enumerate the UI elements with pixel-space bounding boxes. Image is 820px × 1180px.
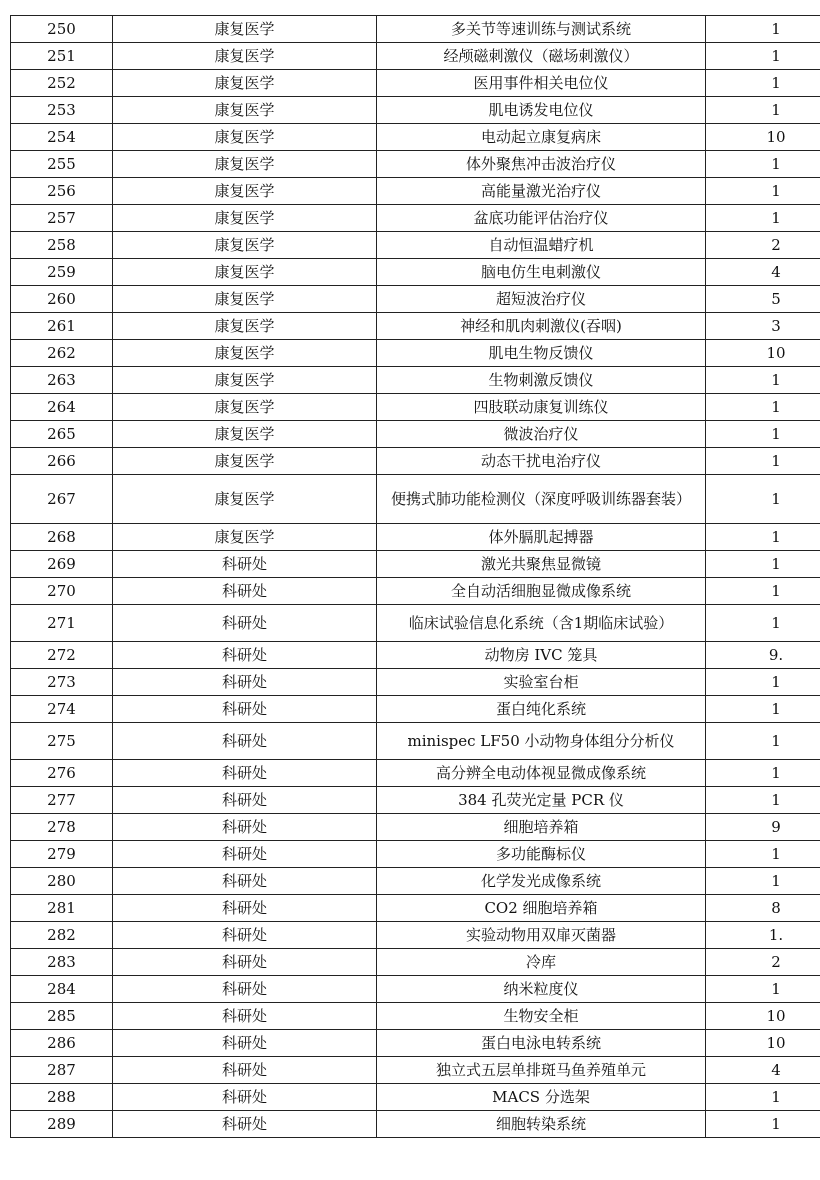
cell-number: 288: [11, 1084, 113, 1111]
cell-number: 271: [11, 605, 113, 642]
cell-number: 284: [11, 976, 113, 1003]
cell-number: 274: [11, 696, 113, 723]
cell-department: 科研处: [113, 949, 377, 976]
cell-number: 258: [11, 232, 113, 259]
cell-department: 康复医学: [113, 178, 377, 205]
cell-quantity: 10: [706, 340, 820, 367]
cell-quantity: 1: [706, 841, 820, 868]
cell-quantity: 1: [706, 1084, 820, 1111]
cell-quantity: 1: [706, 151, 820, 178]
cell-quantity: 1: [706, 475, 820, 524]
cell-department: 康复医学: [113, 313, 377, 340]
cell-number: 256: [11, 178, 113, 205]
cell-quantity: 1: [706, 448, 820, 475]
table-row: [11, 1030, 820, 1057]
table-row: [11, 524, 820, 551]
cell-equipment-name: 脑电仿生电刺激仪: [377, 259, 706, 286]
cell-department: 科研处: [113, 841, 377, 868]
cell-quantity: 1: [706, 367, 820, 394]
cell-number: 262: [11, 340, 113, 367]
cell-number: 266: [11, 448, 113, 475]
table-row: [11, 97, 820, 124]
table-row: [11, 551, 820, 578]
cell-number: 272: [11, 642, 113, 669]
table-row: [11, 313, 820, 340]
table-row: [11, 578, 820, 605]
table-row: [11, 367, 820, 394]
cell-equipment-name: 肌电诱发电位仪: [377, 97, 706, 124]
cell-quantity: 9: [706, 814, 820, 841]
cell-equipment-name: MACS 分选架: [377, 1084, 706, 1111]
cell-department: 康复医学: [113, 43, 377, 70]
cell-number: 263: [11, 367, 113, 394]
cell-quantity: 10: [706, 124, 820, 151]
table-row: [11, 1057, 820, 1084]
cell-equipment-name: minispec LF50 小动物身体组分分析仪: [377, 723, 706, 760]
cell-department: 康复医学: [113, 124, 377, 151]
table-row: [11, 949, 820, 976]
table-body: [11, 16, 820, 1138]
cell-number: 273: [11, 669, 113, 696]
table-row: [11, 259, 820, 286]
cell-department: 科研处: [113, 578, 377, 605]
cell-quantity: 4: [706, 1057, 820, 1084]
cell-quantity: 1: [706, 70, 820, 97]
cell-department: 科研处: [113, 669, 377, 696]
cell-quantity: 1: [706, 669, 820, 696]
cell-department: 科研处: [113, 1030, 377, 1057]
cell-equipment-name: 实验动物用双扉灭菌器: [377, 922, 706, 949]
cell-quantity: 10: [706, 1003, 820, 1030]
cell-quantity: 1: [706, 760, 820, 787]
cell-department: 康复医学: [113, 394, 377, 421]
cell-equipment-name: 实验室台柜: [377, 669, 706, 696]
cell-equipment-name: 神经和肌肉刺激仪(吞咽): [377, 313, 706, 340]
cell-equipment-name: 经颅磁刺激仪（磁场刺激仪）: [377, 43, 706, 70]
cell-quantity: 1: [706, 723, 820, 760]
cell-department: 康复医学: [113, 151, 377, 178]
cell-department: 科研处: [113, 1084, 377, 1111]
cell-quantity: 5: [706, 286, 820, 313]
table-row: [11, 895, 820, 922]
cell-equipment-name: 蛋白纯化系统: [377, 696, 706, 723]
cell-number: 282: [11, 922, 113, 949]
cell-quantity: 1: [706, 178, 820, 205]
equipment-table: [10, 15, 820, 1138]
table-row: [11, 841, 820, 868]
cell-department: 科研处: [113, 723, 377, 760]
cell-equipment-name: 动物房 IVC 笼具: [377, 642, 706, 669]
cell-quantity: 2: [706, 232, 820, 259]
cell-number: 264: [11, 394, 113, 421]
table-row: [11, 1111, 820, 1138]
table-row: [11, 669, 820, 696]
cell-department: 康复医学: [113, 97, 377, 124]
cell-number: 276: [11, 760, 113, 787]
cell-number: 275: [11, 723, 113, 760]
cell-number: 269: [11, 551, 113, 578]
cell-quantity: 1: [706, 1111, 820, 1138]
cell-department: 科研处: [113, 895, 377, 922]
cell-number: 261: [11, 313, 113, 340]
cell-number: 283: [11, 949, 113, 976]
table-row: [11, 868, 820, 895]
cell-number: 268: [11, 524, 113, 551]
cell-equipment-name: 动态干扰电治疗仪: [377, 448, 706, 475]
cell-department: 康复医学: [113, 340, 377, 367]
cell-number: 260: [11, 286, 113, 313]
cell-equipment-name: 纳米粒度仪: [377, 976, 706, 1003]
table-row: [11, 605, 820, 642]
cell-equipment-name: 激光共聚焦显微镜: [377, 551, 706, 578]
cell-number: 259: [11, 259, 113, 286]
cell-quantity: 1: [706, 976, 820, 1003]
cell-equipment-name: 肌电生物反馈仪: [377, 340, 706, 367]
cell-number: 281: [11, 895, 113, 922]
cell-equipment-name: 体外聚焦冲击波治疗仪: [377, 151, 706, 178]
cell-number: 257: [11, 205, 113, 232]
cell-department: 康复医学: [113, 70, 377, 97]
cell-department: 科研处: [113, 1057, 377, 1084]
cell-quantity: 1: [706, 97, 820, 124]
cell-number: 267: [11, 475, 113, 524]
cell-quantity: 1: [706, 421, 820, 448]
cell-equipment-name: 多功能酶标仪: [377, 841, 706, 868]
cell-department: 科研处: [113, 760, 377, 787]
cell-equipment-name: 冷库: [377, 949, 706, 976]
cell-equipment-name: 盆底功能评估治疗仪: [377, 205, 706, 232]
cell-department: 康复医学: [113, 475, 377, 524]
cell-department: 康复医学: [113, 286, 377, 313]
cell-equipment-name: 微波治疗仪: [377, 421, 706, 448]
cell-department: 科研处: [113, 976, 377, 1003]
cell-department: 康复医学: [113, 448, 377, 475]
cell-quantity: 1: [706, 578, 820, 605]
table-row: [11, 1084, 820, 1111]
table-row: [11, 70, 820, 97]
cell-equipment-name: 384 孔荧光定量 PCR 仪: [377, 787, 706, 814]
cell-number: 278: [11, 814, 113, 841]
table-row: [11, 16, 820, 43]
cell-department: 康复医学: [113, 367, 377, 394]
cell-equipment-name: 多关节等速训练与测试系统: [377, 16, 706, 43]
table-row: [11, 787, 820, 814]
cell-number: 254: [11, 124, 113, 151]
cell-quantity: 1: [706, 696, 820, 723]
cell-equipment-name: 蛋白电泳电转系统: [377, 1030, 706, 1057]
cell-quantity: 9.: [706, 642, 820, 669]
cell-number: 277: [11, 787, 113, 814]
cell-department: 科研处: [113, 1003, 377, 1030]
cell-equipment-name: 电动起立康复病床: [377, 124, 706, 151]
cell-quantity: 3: [706, 313, 820, 340]
cell-quantity: 1: [706, 524, 820, 551]
cell-equipment-name: 自动恒温蜡疗机: [377, 232, 706, 259]
table-row: [11, 232, 820, 259]
cell-quantity: 1: [706, 605, 820, 642]
cell-department: 科研处: [113, 605, 377, 642]
cell-quantity: 10: [706, 1030, 820, 1057]
cell-equipment-name: 高能量激光治疗仪: [377, 178, 706, 205]
cell-equipment-name: 生物刺激反馈仪: [377, 367, 706, 394]
cell-number: 287: [11, 1057, 113, 1084]
table-row: [11, 696, 820, 723]
table-row: [11, 151, 820, 178]
cell-number: 252: [11, 70, 113, 97]
cell-department: 科研处: [113, 551, 377, 578]
cell-department: 科研处: [113, 814, 377, 841]
cell-equipment-name: 全自动活细胞显微成像系统: [377, 578, 706, 605]
cell-equipment-name: 超短波治疗仪: [377, 286, 706, 313]
cell-quantity: 1: [706, 787, 820, 814]
table-row: [11, 475, 820, 524]
table-row: [11, 760, 820, 787]
table-row: [11, 394, 820, 421]
cell-department: 科研处: [113, 642, 377, 669]
table-row: [11, 205, 820, 232]
cell-department: 科研处: [113, 696, 377, 723]
table-row: [11, 448, 820, 475]
table-row: [11, 814, 820, 841]
cell-equipment-name: 四肢联动康复训练仪: [377, 394, 706, 421]
cell-quantity: 1: [706, 394, 820, 421]
cell-department: 科研处: [113, 922, 377, 949]
table-row: [11, 340, 820, 367]
cell-department: 科研处: [113, 787, 377, 814]
cell-number: 285: [11, 1003, 113, 1030]
cell-quantity: 2: [706, 949, 820, 976]
cell-department: 科研处: [113, 1111, 377, 1138]
cell-number: 250: [11, 16, 113, 43]
table-row: [11, 723, 820, 760]
table-row: [11, 43, 820, 70]
cell-number: 286: [11, 1030, 113, 1057]
cell-equipment-name: 细胞培养箱: [377, 814, 706, 841]
cell-quantity: 4: [706, 259, 820, 286]
cell-equipment-name: 便携式肺功能检测仪（深度呼吸训练器套装）: [377, 475, 706, 524]
cell-equipment-name: 体外膈肌起搏器: [377, 524, 706, 551]
table-row: [11, 124, 820, 151]
cell-number: 253: [11, 97, 113, 124]
cell-department: 康复医学: [113, 259, 377, 286]
cell-department: 康复医学: [113, 232, 377, 259]
cell-quantity: 1: [706, 205, 820, 232]
table-row: [11, 421, 820, 448]
cell-equipment-name: CO2 细胞培养箱: [377, 895, 706, 922]
table-row: [11, 1003, 820, 1030]
cell-equipment-name: 独立式五层单排斑马鱼养殖单元: [377, 1057, 706, 1084]
cell-quantity: 1: [706, 43, 820, 70]
cell-number: 255: [11, 151, 113, 178]
cell-equipment-name: 细胞转染系统: [377, 1111, 706, 1138]
cell-department: 康复医学: [113, 205, 377, 232]
cell-equipment-name: 高分辨全电动体视显微成像系统: [377, 760, 706, 787]
cell-equipment-name: 生物安全柜: [377, 1003, 706, 1030]
cell-number: 251: [11, 43, 113, 70]
cell-quantity: 1: [706, 551, 820, 578]
cell-department: 康复医学: [113, 16, 377, 43]
cell-quantity: 1.: [706, 922, 820, 949]
cell-department: 康复医学: [113, 421, 377, 448]
table-row: [11, 286, 820, 313]
cell-quantity: 1: [706, 868, 820, 895]
cell-department: 科研处: [113, 868, 377, 895]
table-row: [11, 976, 820, 1003]
cell-equipment-name: 化学发光成像系统: [377, 868, 706, 895]
cell-quantity: 8: [706, 895, 820, 922]
table-row: [11, 642, 820, 669]
table-row: [11, 178, 820, 205]
table-row: [11, 922, 820, 949]
cell-number: 270: [11, 578, 113, 605]
cell-number: 279: [11, 841, 113, 868]
cell-number: 289: [11, 1111, 113, 1138]
cell-equipment-name: 医用事件相关电位仪: [377, 70, 706, 97]
cell-number: 265: [11, 421, 113, 448]
cell-equipment-name: 临床试验信息化系统（含1期临床试验）: [377, 605, 706, 642]
cell-number: 280: [11, 868, 113, 895]
cell-quantity: 1: [706, 16, 820, 43]
cell-department: 康复医学: [113, 524, 377, 551]
